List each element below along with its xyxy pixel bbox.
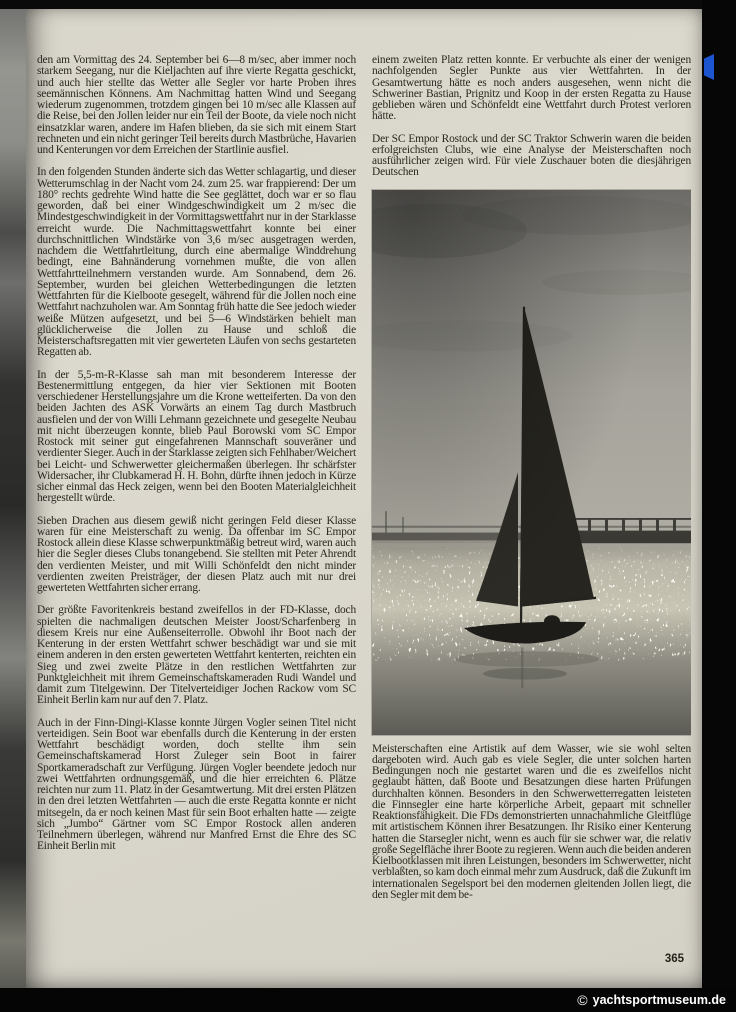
text-columns xyxy=(37,55,691,990)
left-column xyxy=(37,55,356,990)
paragraph: In den folgenden Stunden änderte sich das Wetter schlagartig, und dieser Wetterumschlag in der Nacht vom 24. zum 25. war frappierend: Der um 180° rechts gedrehte Wind hatte die See geglättet, doch war er so flau geworden, daß bei einer Windgeschwindigkeit um 2 m/sec die Mindestgeschwindigkeit in der Vormittagswettfahrt nur in der Starklasse erreicht wurde. Die Nachmittagswettfahrt konnte bei einer durchschnittlichen Windstärke von 3,6 m/sec ausgetragen werden, nachdem die Wettfahrtleitung, durch eine abermalige Winddrehung bedingt, eine Bahnänderung vornehmen mußte, die von allen Wettfahrtteilnehmern verstanden wurde. Am Sonnabend, dem 26. September, wurden bei gleichen Wetterbedingungen die letzten Wettfahrten für die Kielboote gesegelt, während für die Jollen noch eine Wettfahrt nachzuholen war. Am Sonntag früh hatte die See jedoch wieder weiße Mützen aufgesetzt, und bei 5—6 Windstärken behielt man glücklicherweise die Jollen zu Hause und schloß die Meisterschaftsregatten mit vier gewerteten Läufen von sechs gestarteten Regatten ab. xyxy=(37,166,356,359)
paragraph: Der SC Empor Rostock und der SC Traktor Schwerin waren die beiden erfolgreichsten Clubs, wie eine Analyse der Meisterschaften noch ausführlicher zeigen wird. Für viele Zuschauer boten die diesjährigen Deutschen xyxy=(372,132,691,179)
sailboat-photo xyxy=(372,190,691,735)
scan-edge-right xyxy=(702,0,736,1012)
paragraph: einem zweiten Platz retten konnte. Er verbuchte als einer der wenigen nachfolgenden Segler Punkte aus vier Wettfahrten. In der Gesamtwertung hätte es noch anders ausgesehen, wenn nicht die Schweriner Bastian, Prignitz und Koop in der ersten Regatta zu Hause geblieben wären und Schönfeldt eine Wettfahrt durch Protest verloren hätte. xyxy=(372,55,691,123)
scan-edge-top xyxy=(0,0,736,9)
paragraph: Meisterschaften eine Artistik auf dem Wasser, wie sie wohl selten dargeboten wird. Auch gab es viele Segler, die unter solchen harten Bedingungen noch nie gestartet waren und die es zweifellos nicht geglaubt hätten, daß Boote und Besatzungen diese harten Prüfungen durchhalten können. Besonders in den Schwerwetterregatten leisteten die Finnsegler eine harte körperliche Arbeit, gepaart mit schneller Reaktionsfähigkeit. Die FDs demonstrierten unnachahmliche Gleitflüge mit artistischem Können ihrer Besatzungen. Ihr Risiko einer Kenterung hatten die Starsegler nicht, wenn es auch für sie schwer war, die relativ große Segelfläche ihrer Boote zu regieren. Wenn auch die beiden anderen Kielbootklassen mit ihren Leistungen, besonders im Schwerwetter, nicht verblaßten, so kam doch einmal mehr zum Ausdruck, daß die Zukunft im internationalen Segelsport bei den modernen gleitenden Jollen liegt, die den Segler mit dem be- xyxy=(372,742,691,901)
right-column xyxy=(372,55,691,990)
watermark-text: yachtsportmuseum.de xyxy=(592,993,726,1007)
paragraph: Sieben Drachen aus diesem gewiß nicht geringen Feld dieser Klasse waren für eine Meisterschaft zu wenig. Da offenbar im SC Empor Rostock allein diese Klasse schwerpunktmäßig betreut wird, waren auch hier die Segler dieses Clubs tonangebend. Sie stellten mit Peter Ahrendt den verdienten Meister, und mit Willi Schönfeldt den nicht minder verdienten zweiten Preisträger, der diesen Platz auch mit nur drei gewerteten Wettfahrten sicher errang. xyxy=(37,514,356,594)
paragraph: Der größte Favoritenkreis bestand zweifellos in der FD-Klasse, doch spielten die nachmaligen deutschen Meister Joost/Scharfenberg in diesem Kreis nur eine Außenseiterrolle. Obwohl ihr Boot nach der Kenterung in der ersten Wettfahrt schwer beschädigt war und sie mit einem anderen in den ersten gewerteten Wettfahrt kenterten, reichten ein Sieg und zwei zweite Plätze in den restlichen Wettfahrten zur Punktgleichheit mit ihrem Gemeinschaftskameraden Rudi Wandel und damit zum Titelgewinn. Der Titelverteidiger Jochen Rackow vom SC Einheit Berlin kam nur auf den 7. Platz. xyxy=(37,604,356,707)
sailboat-photo-image xyxy=(372,190,691,735)
page-number: 365 xyxy=(664,953,684,965)
magazine-page xyxy=(26,9,702,988)
scan-edge-bottom xyxy=(0,988,736,1012)
copyright-icon: © xyxy=(577,992,588,1008)
paragraph: In der 5,5-m-R-Klasse sah man mit besonderem Interesse der Bestenermittlung entgegen, da hier vier Sektionen mit Booten verschiedener Herstellungsjahre um die Krone wetteiferten. Da von den beiden Jachten des ASK Vorwärts an einem Tag durch Mastbruch ausfielen und der von Willi Lehmann gezeichnete und gesegelte Neubau mit nicht überzeugen konnte, blieb Paul Borowski vom SC Empor Rostock mit seiner gut eingefahrenen Mannschaft souveräner und verdienter Sieger. Auch in der Starklasse zeigten sich Fehlhaber/Weichert bei Leicht- und Schwerwetter gleichermaßen überlegen. Ihr schärfster Widersacher, ihr Clubkamerad H. H. Bohn, dürfte ihnen jedoch in Kürze sicher einmal das Heck zeigen, wenn bei den Booten Materialgleichheit hergestellt würde. xyxy=(37,368,356,505)
scan-edge-left xyxy=(0,0,26,1012)
paragraph: den am Vormittag des 24. September bei 6—8 m/sec, aber immer noch starkem Seegang, nur die Kieljachten auf ihre vierte Regatta geschickt, und auch hier stellte das Wetter alle Segler vor harte Proben ihres seemännischen Könnens. Am Nachmittag hatten Wind und Seegang wiederum zugenommen, trotzdem gingen bei 10 m/sec alle Klassen auf die Reise, bei den Jollen leider nur ein Teil der Boote, da viele noch nicht einsatzklar waren, andere im Hafen blieben, da sie sich mit einem Start rechneten und ein nicht geringer Teil bereits durch Mastbrüche, Havarien und Kenterungen vor dem Erreichen der Startlinie ausfiel. xyxy=(37,55,356,156)
paragraph: Auch in der Finn-Dingi-Klasse konnte Jürgen Vogler seinen Titel nicht verteidigen. Sein Boot war ebenfalls durch die Kenterung in der ersten Wettfahrt beschädigt worden, doch stellte ihm sein Gemeinschaftskamerad Horst Zuleger sein Boot in fairer Sportkameradschaft zur Verfügung. Jürgen Vogler beendete jedoch nur zwei Wettfahrten ordnungsgemäß, und die hier erreichten 6. Plätze reichten nur zum 11. Platz in der Gesamtwertung. Mit drei ersten Plätzen in den drei letzten Wettfahrten — auch die erste Regatta konnte er nicht mitsegeln, da er noch keinen Mast für sein Boot erhalten hatte — zeigte sich „Jumbo“ Gärtner vom SC Empor Rostock allen anderen Teilnehmern überlegen, während nur Manfred Ernst die Ehre des SC Einheit Berlin mit xyxy=(37,716,356,853)
watermark xyxy=(577,993,726,1007)
